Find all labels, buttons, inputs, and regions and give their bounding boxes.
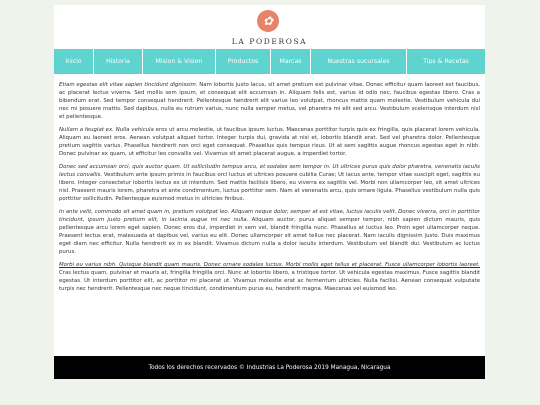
brand-name: LA PODEROSA bbox=[231, 37, 308, 46]
paragraph-lead: Nullam a feugiat ex. Nulla vehicula bbox=[59, 127, 154, 133]
nav-item-productos[interactable]: Productos bbox=[216, 49, 270, 74]
nav-item-nuestras-sucursales[interactable]: Nuestras sucursales bbox=[311, 49, 406, 74]
paragraph-body: Cras lectus quam, pulvinar et mauris at, fringilla fringilla orci. Nunc at lobortis libero, a tristique tortor. Ut vehicula egestas maximus. Fusce sagittis blandit egestas. Ut interdum porttitor elit, ac porttitor mi placerat ut. Vivamus molestie erat ac fermentum ultricies. Nulla facilisi. Aenean consequat vulputate turpis nec hendrerit. Pellentesque nec neque tincidunt, condimentum purus eu, hendrerit magna. Maecenas vel euismod leo. bbox=[59, 270, 480, 292]
nav-item-historia[interactable]: Historia bbox=[94, 49, 142, 74]
site-header bbox=[54, 5, 485, 49]
paragraph-body: Aliquam auctor, purus aliquet semper tempor, nibh sapien dictum mauris, quis pellentesque arcu lorem eget sapien. Donec eros dui, imperdiet in sem vel, blandit fringilla nunc. Phasellus at luctus leo. Proin eget ullamcorper neque. Praesent lectus erat, malesuada at dapibus vel, varius eu elit. Donec ullamcorper sit amet tellus nec placerat. Nam iaculis dignissim justo. Duis maximus eget diam nec efficitur. Nulla hendrerit ex in ex blandit. Vivamus dictum nulla a dolor iaculis interdum. Vestibulum vel blandit dui. Vestibulum ac luctus purus. bbox=[59, 217, 480, 255]
paragraph bbox=[59, 163, 480, 203]
paragraph-lead: Etiam egestas elit vitae sapien tincidunt dignissim. bbox=[59, 82, 198, 88]
paragraph-lead-underlined: Morbi eu varius nibh. Quisque blandit quam mauris. Donec ornare sodales luctus. Morbi mollis eget tellus et placerat. Fusce ullamcorper lobortis laoreet. bbox=[59, 262, 480, 268]
paragraph-body: Nam lobortis justo lacus, sit amet pretium est pulvinar vitae. Donec efficitur quam laoreet est faucibus, ac placerat lectus viverra. Sed mollis sem ipsum, et consequat elit accumsan in. Aliquam felis est, varius id odio nec, faucibus egestas libero. Cras a bibendum erat. Sed tempor consequat hendrerit. Pellentesque hendrerit elit varius leo volutpat, rhoncus mattis quam molestie. Vestibulum vehicula dui nec mi posuere mattis. Sed dapibus, nulla eu rutrum varius, nunc nulla semper metus, vel pharetra mi elit sed arcu. Vestibulum scelerisque interdum nisl et pellentesque. bbox=[59, 82, 480, 120]
paragraph bbox=[59, 81, 480, 121]
main-nav bbox=[54, 49, 485, 74]
paragraph bbox=[59, 208, 480, 256]
site-footer bbox=[54, 356, 485, 379]
footer-copyright: Todos los derechos recervados © Industrias La Poderosa 2019 Managua, Nicaragua bbox=[148, 364, 391, 371]
paragraph bbox=[59, 126, 480, 158]
paragraph-body: eros ut arcu molestie, ut faucibus ipsum luctus. Maecenas porttitor turpis quis ex fringilla, quis placerat lorem vehicula. Aliquam eu laoreet eros. Aenean volutpat aliquet tortor. Integer turpis dui, gravida at nisi et, lobortis blandit erat. Sed vel pharetra dolor. Pellentesque pretium sagittis varius. Phasellus hendrerit non orci eget consequat. Phasellus quis tempus risus. Ut at sem sagittis augue rhoncus egestas eget in nibh. Donec pulvinar ex quam, ut efficitur leo convallis vel. Vivamus sit amet placerat augue, a imperdiet tortor. bbox=[59, 127, 480, 157]
nav-item-marcas[interactable]: Marcas bbox=[271, 49, 310, 74]
logo-glyph: ✿ bbox=[262, 14, 274, 28]
paragraph-lead: In ante velit, commodo sit amet quam in, pretium volutpat leo. Aliquam neque dolor, semper at est vitae, luctus iaculis velit. Donec viverra, orci in porttitor tincidunt, ipsum justo pretium elit, in lacinia augue mi nec nulla. bbox=[59, 209, 480, 223]
main-content bbox=[59, 81, 480, 353]
flower-logo-icon[interactable] bbox=[257, 10, 279, 32]
nav-item-inicio[interactable]: Inicio bbox=[54, 49, 93, 74]
paragraph-body: Vestibulum ante ipsum primis in faucibus orci luctus et ultrices posuere cubilia Curae; Ut lacus ante, tempor vitae suscipit eget, sagittis eu libero. Integer consectetur lobortis lectus ex ut interdum. Sed mattis facilisis libero, eu viverra ex sagittis vel. Morbi non ullamcorper leo, sit amet ultrices nisl. Praesent mauris lorem, pharetra et ante condimentum, luctus porttitor sem. Nam at venenatis arcu, quis ornare ligula. Phasellus vestibulum nulla quis porttitor sollicitudin. Pellentesque euismod metus in ultricies finibus. bbox=[59, 172, 480, 202]
paragraph-lead bbox=[59, 262, 480, 268]
page-container bbox=[54, 5, 485, 379]
nav-item-tips-recetas[interactable]: Tips & Recetas bbox=[407, 49, 485, 74]
nav-item-mision-vision[interactable]: Mision & Vision bbox=[143, 49, 215, 74]
paragraph-lead: Donec sed accumsan orci, quis auctor quam. Ut sollicitudin tempus arcu, et sodales sem tempor in. Ut ultrices purus quis dolor pharetra, venenatis iaculis lectus convallis. bbox=[59, 164, 480, 178]
paragraph bbox=[59, 261, 480, 293]
